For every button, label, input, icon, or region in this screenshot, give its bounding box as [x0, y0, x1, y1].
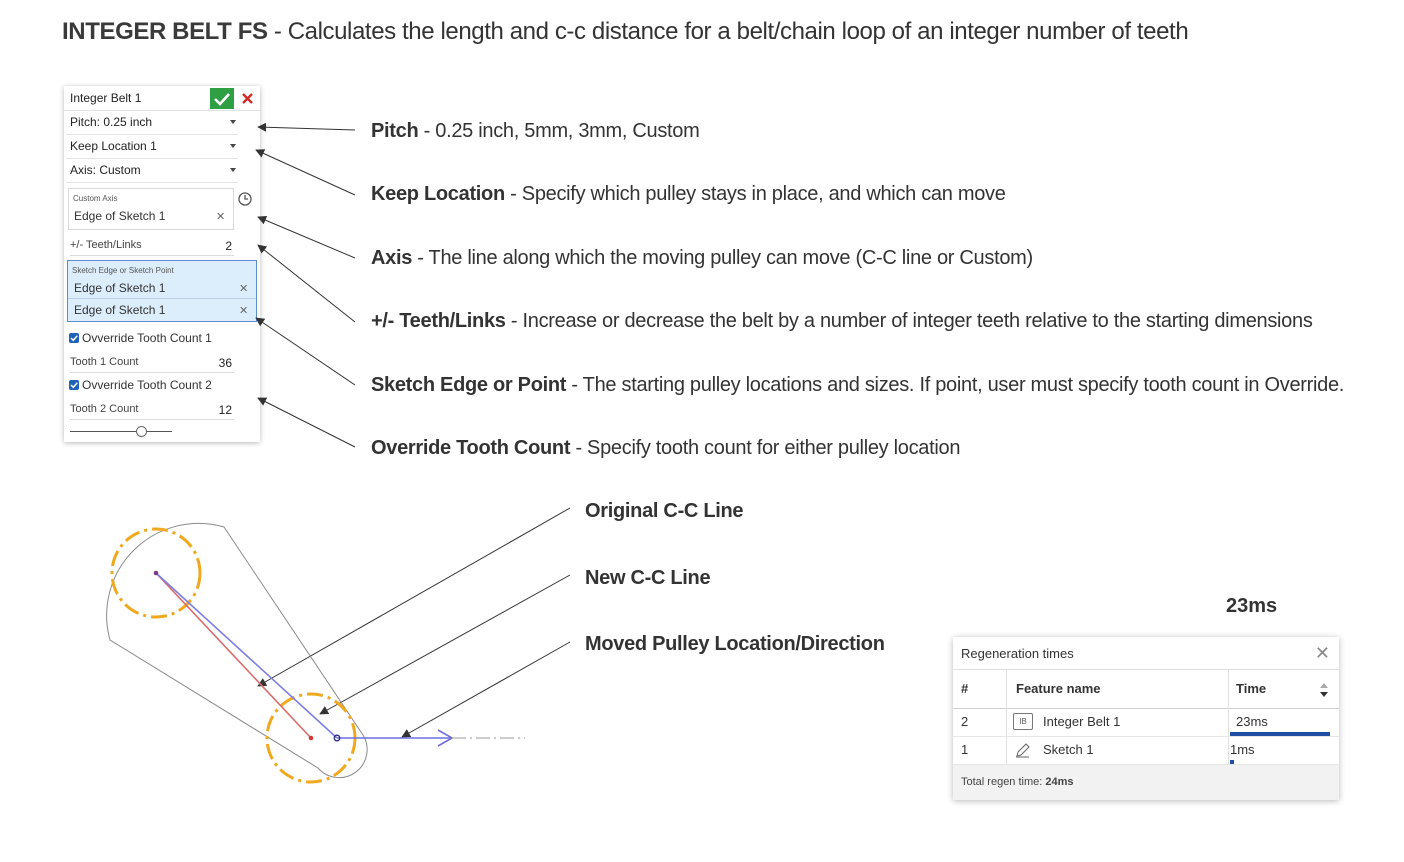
feature-time: 1ms	[1230, 742, 1255, 757]
page-title-rest: - Calculates the length and c-c distance for a belt/chain loop of an integer number of teeth	[267, 18, 1189, 45]
sketch-edge-label: Sketch Edge or Sketch Point	[72, 266, 174, 275]
custom-axis-label: Custom Axis	[73, 194, 118, 203]
label-new-cc: New C-C Line	[585, 567, 711, 589]
table-row[interactable]	[953, 737, 1339, 765]
tooth-2-value: 12	[218, 403, 232, 417]
regen-highlight-time: 23ms	[1226, 595, 1278, 617]
close-icon[interactable]: ✕	[1314, 643, 1330, 663]
label-original-cc: Original C-C Line	[585, 500, 744, 522]
teeth-links-label: +/- Teeth/Links	[70, 239, 142, 251]
regeneration-times-panel	[953, 637, 1339, 800]
col-time-header[interactable]: Time	[1236, 681, 1267, 696]
sketch-pencil-icon	[1015, 742, 1031, 758]
center-point	[154, 571, 159, 576]
row-number: 2	[961, 714, 969, 729]
annotation-axis: Axis - The line along which the moving pulley can move (C-C line or Custom)	[371, 247, 1033, 269]
override-2-label: Ovverride Tooth Count 2	[82, 378, 212, 392]
axis-value: Axis: Custom	[70, 163, 141, 177]
sketch-edge-item[interactable]: Edge of Sketch 1	[74, 303, 166, 317]
col-feature-header[interactable]: Feature name	[1016, 681, 1101, 696]
page-title-bold: INTEGER BELT FS	[62, 18, 268, 45]
tooth-1-label: Tooth 1 Count	[70, 356, 139, 368]
annotation-keep-location: Keep Location - Specify which pulley stays in place, and which can move	[371, 183, 1006, 205]
annotation-override: Override Tooth Count - Specify tooth count for either pulley location	[371, 437, 961, 459]
col-number-header: #	[961, 681, 969, 696]
remove-icon[interactable]: ✕	[216, 211, 226, 223]
regen-footer	[953, 765, 1339, 800]
time-bar	[1230, 732, 1330, 736]
total-regen-time: Total regen time: 24ms	[961, 776, 1074, 788]
feature-badge-icon: IB	[1013, 713, 1033, 730]
feature-name: Integer Belt 1	[1043, 714, 1121, 729]
sketch-edge-item[interactable]: Edge of Sketch 1	[74, 281, 166, 295]
pitch-value: Pitch: 0.25 inch	[70, 115, 153, 129]
annotation-teeth-links: +/- Teeth/Links - Increase or decrease the belt by a number of integer teeth relative to the starting dimensions	[371, 310, 1313, 332]
tooth-1-value: 36	[218, 356, 232, 370]
feature-time: 23ms	[1236, 714, 1268, 729]
annotation-pitch: Pitch - 0.25 inch, 5mm, 3mm, Custom	[371, 120, 700, 142]
sort-icon[interactable]	[1319, 682, 1329, 698]
override-1-label: Ovverride Tooth Count 1	[82, 331, 212, 345]
dialog-title: Integer Belt 1	[70, 91, 142, 105]
remove-icon[interactable]: ✕	[239, 305, 249, 317]
original-center-point	[309, 736, 314, 741]
annotation-sketch-edge: Sketch Edge or Point - The starting pulley locations and sizes. If point, user must specify tooth count in Override.	[371, 374, 1345, 396]
label-moved-pulley: Moved Pulley Location/Direction	[585, 633, 885, 655]
remove-icon[interactable]: ✕	[239, 283, 249, 295]
row-number: 1	[961, 742, 969, 757]
regen-table-header	[953, 669, 1339, 709]
regen-title: Regeneration times	[961, 646, 1074, 661]
custom-axis-value: Edge of Sketch 1	[74, 209, 166, 223]
original-cc-line	[156, 573, 311, 738]
keep-location-value: Keep Location 1	[70, 139, 157, 153]
teeth-links-value: 2	[225, 239, 232, 253]
feature-name: Sketch 1	[1043, 742, 1094, 757]
time-bar	[1230, 760, 1234, 764]
tooth-2-label: Tooth 2 Count	[70, 403, 139, 415]
table-row[interactable]	[953, 709, 1339, 737]
belt-outline	[107, 523, 367, 777]
